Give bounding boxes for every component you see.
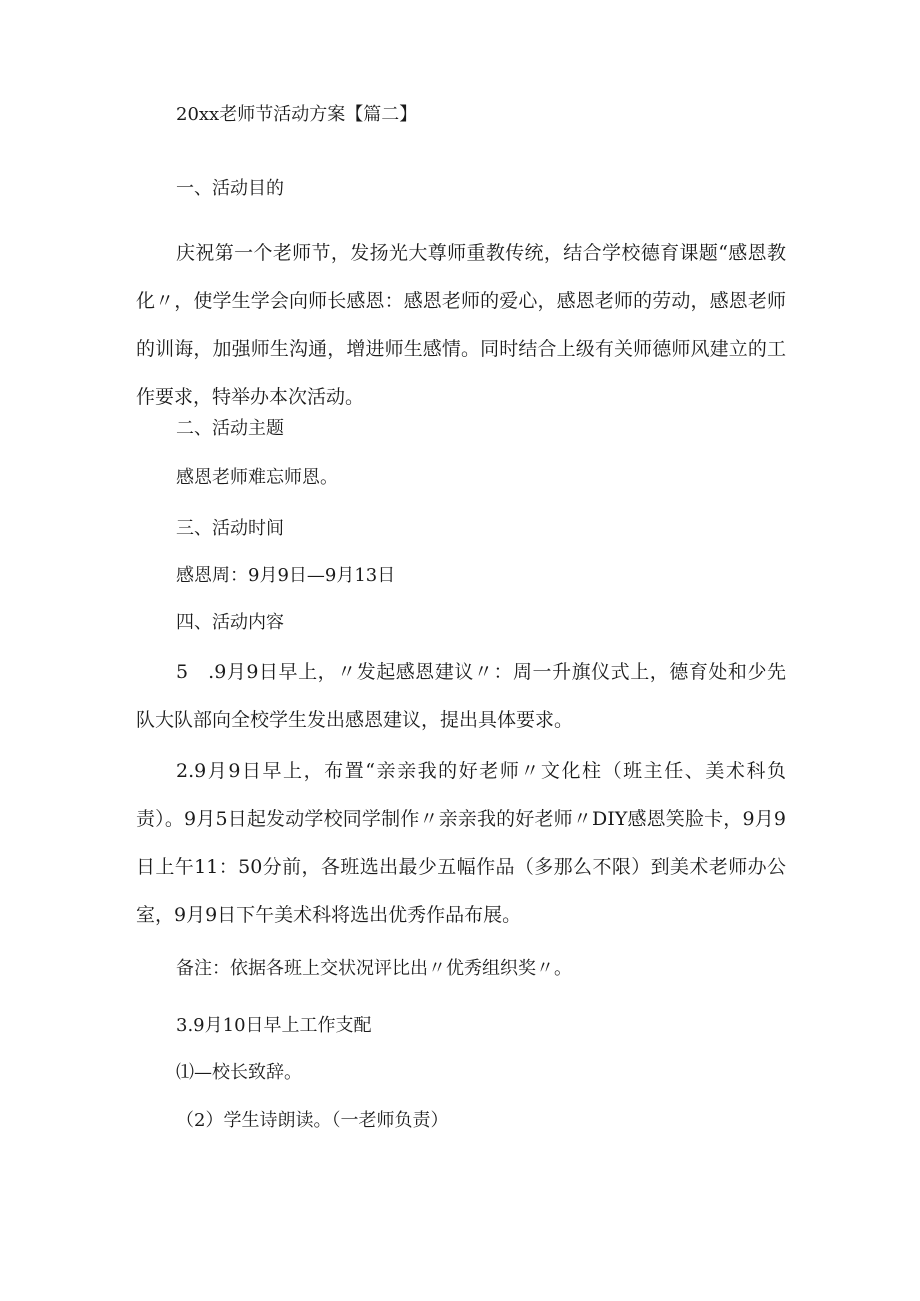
paragraph-content-item-3: 3.9月10日早上工作支配 xyxy=(176,1015,372,1036)
paragraph-purpose: 庆祝第一个老师节，发扬光大尊师重教传统，结合学校德育课题“感恩教化〃，使学生学会向师长感恩：感恩老师的爱心，感恩老师的劳动，感恩老师的训诲，加强师生沟通，增进师生感情。同时结合上级有关师德师风建立的工作要求，特举办本次活动。 xyxy=(136,242,786,408)
paragraph-note: 备注：依据各班上交状况评比出〃优秀组织奖〃。 xyxy=(176,958,572,979)
paragraph-content-item-2: 2.9月9日早上，布置“亲亲我的好老师〃文化柱（班主任、美术科负责）。9月5日起发动学校同学制作〃亲亲我的好老师〃DIY感恩笑脸卡，9月9日上午11：50分前，各班选出最少五幅作品（多那么不限）到美术老师办公室，9月9日下午美术科将选出优秀作品布展。 xyxy=(136,760,786,926)
paragraph-time: 感恩周：9月9日—9月13日 xyxy=(176,565,396,586)
section-heading-time: 三、活动时间 xyxy=(176,518,284,539)
section-heading-content: 四、活动内容 xyxy=(176,612,284,633)
paragraph-content-item-1: 5 .9月9日早上，〃发起感恩建议〃：周一升旗仪式上，德育处和少先队大队部向全校学生发出感恩建议，提出具体要求。 xyxy=(136,661,786,731)
section-heading-purpose: 一、活动目的 xyxy=(176,178,284,199)
list-item-principal-speech: ⑴—校长致辞。 xyxy=(176,1062,302,1083)
paragraph-theme: 感恩老师难忘师恩。 xyxy=(176,467,338,488)
document-title: 20xx老师节活动方案【篇二】 xyxy=(176,104,418,125)
section-heading-theme: 二、活动主题 xyxy=(176,418,284,439)
list-item-student-poetry: （2）学生诗朗读。（一老师负责） xyxy=(176,1110,449,1131)
